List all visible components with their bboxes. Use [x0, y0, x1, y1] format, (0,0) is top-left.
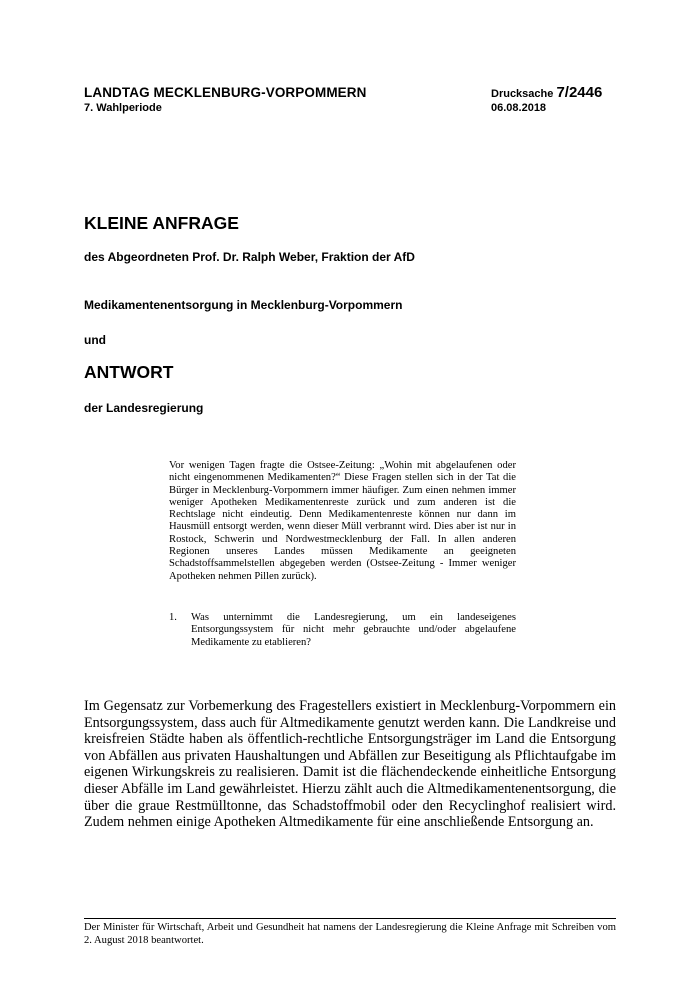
footnote: Der Minister für Wirtschaft, Arbeit und Gesundheit hat namens der Landesregierung die Kleine Anfrage mit Schreiben vom 2. August 2018 beantwortet. [84, 922, 616, 946]
question-number: 1. [169, 612, 177, 623]
document-date: 06.08.2018 [491, 102, 547, 114]
answer-text: Im Gegensatz zur Vorbemerkung des Fragestellers existiert in Mecklenburg-Vorpommern ein Entsorgungssystem, dass auch für Altmedikamente genutzt werden kann. Die Landkreise und kreisfreien Städte haben als öffentlich-rechtliche Entsorgungsträger im Land die Entsorgung von Abfällen aus privaten Haushaltungen und Abfällen zur Beseitigung als Pflichtaufgabe im eigenen Wirkungskreis zu realisieren. Damit ist die flächendeckende einheitliche Entsorgung dieser Abfälle im Land gewährleistet. Hierzu zählt auch die Altmedikamentenentsorgung, die über die graue Restmülltonne, das Schadstoffmobil oder den Recyclinghof realisiert wird. Zudem nehmen einige Apotheken Altmedikamente für eine anschließende Entsorgung an. [84, 698, 616, 831]
conjunction: und [84, 333, 106, 347]
inquiry-topic: Medikamentenentsorgung in Mecklenburg-Vorpommern [84, 298, 403, 312]
question-text: Was unternimmt die Landesregierung, um ein landeseigenes Entsorgungssystem für nicht mehr gebrauchte und/oder abgelaufene Medikamente zu etablieren? [191, 612, 516, 648]
document-number-value: 7/2446 [556, 84, 603, 101]
document-label: Drucksache [491, 88, 554, 100]
legislative-period: 7. Wahlperiode [84, 102, 162, 114]
parliament-name: LANDTAG MECKLENBURG-VORPOMMERN [84, 85, 367, 100]
inquiry-type-heading: KLEINE ANFRAGE [84, 213, 239, 233]
answer-heading: ANTWORT [84, 362, 174, 382]
footnote-divider [84, 918, 616, 919]
author-line: des Abgeordneten Prof. Dr. Ralph Weber, Fraktion der AfD [84, 250, 415, 264]
document-number [491, 84, 602, 101]
question-item [169, 612, 516, 649]
responder-line: der Landesregierung [84, 401, 204, 415]
preliminary-remark: Vor wenigen Tagen fragte die Ostsee-Zeitung: „Wohin mit abgelaufenen oder nicht eingenommenen Medikamenten?“ Diese Fragen stellen sich in der Tat die Bürger in Mecklenburg-Vorpommern immer häufiger. Zum einen nehmen immer weniger Apotheken Medikamentenreste zurück und zum anderen ist die Rechtslage nicht eindeutig. Denn Medikamentenreste können nur dann im Hausmüll entsorgt werden, wenn dieser Müll verbrannt wird. Dies aber ist nur in Rostock, Schwerin und Nordwestmecklenburg der Fall. In allen anderen Regionen unseres Landes müssen Medikamente an geeigneten Schadstoffsammelstellen abgegeben werden (Ostsee-Zeitung - Immer weniger Apotheken nehmen Pillen zurück). [169, 460, 516, 582]
